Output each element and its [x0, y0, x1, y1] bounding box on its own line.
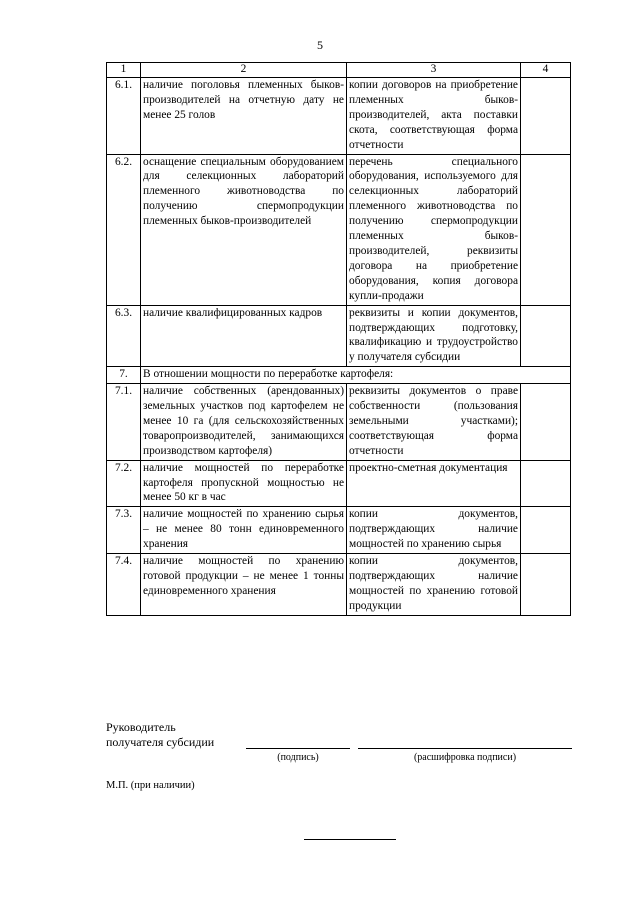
signature-decode-line	[358, 748, 572, 749]
row-documents: реквизиты и копии документов, подтверждающих подготовку, квалификацию и трудоустройство у получателя субсидии	[347, 305, 521, 367]
row-note	[521, 507, 571, 554]
signature-line	[246, 748, 350, 749]
signature-decode-caption: (расшифровка подписи)	[413, 752, 517, 763]
row-documents: копии документов, подтверждающих наличие мощностей по хранению сырья	[347, 507, 521, 554]
table-row	[107, 305, 571, 367]
table-row	[107, 460, 571, 507]
header-cell-2: 2	[141, 63, 347, 78]
row-criterion: наличие мощностей по хранению готовой продукции – не менее 1 тонны единовременного хранения	[141, 554, 347, 616]
row-number: 7.1.	[107, 384, 141, 461]
row-criterion: наличие квалифицированных кадров	[141, 305, 347, 367]
row-criterion: наличие мощностей по переработке картофеля пропускной мощностью не менее 50 кг в час	[141, 460, 347, 507]
row-note	[521, 384, 571, 461]
page-number: 5	[317, 38, 323, 52]
table-header-row	[107, 63, 571, 78]
footer-divider	[304, 839, 396, 840]
row-number: 7.	[107, 367, 141, 384]
row-note	[521, 78, 571, 155]
row-number: 6.3.	[107, 305, 141, 367]
table-row	[107, 554, 571, 616]
row-criterion: наличие мощностей по хранению сырья – не менее 80 тонн единовременного хранения	[141, 507, 347, 554]
signature-title-line1: Руководитель	[106, 720, 176, 734]
row-number: 7.2.	[107, 460, 141, 507]
row-criterion: наличие поголовья племенных быков-производителей на отчетную дату не менее 25 голов	[141, 78, 347, 155]
criteria-table	[106, 62, 571, 616]
signature-caption: (подпись)	[277, 752, 319, 763]
row-criterion: наличие собственных (арендованных) земельных участков под картофелем не менее 10 га (для сельскохозяйственных товаропроизводителей, занимающихся производством картофеля)	[141, 384, 347, 461]
row-number: 6.1.	[107, 78, 141, 155]
row-note	[521, 554, 571, 616]
row-number: 6.2.	[107, 154, 141, 305]
row-documents: копии договоров на приобретение племенных быков-производителей, акта поставки скота, соответствующая форма отчетности	[347, 78, 521, 155]
row-documents: реквизиты документов о праве собственности (пользования земельными участками); соответствующая форма отчетности	[347, 384, 521, 461]
row-note	[521, 154, 571, 305]
row-documents: копии документов, подтверждающих наличие мощностей по хранению готовой продукции	[347, 554, 521, 616]
table-row	[107, 507, 571, 554]
header-cell-1: 1	[107, 63, 141, 78]
header-cell-4: 4	[521, 63, 571, 78]
table-section-row	[107, 367, 571, 384]
row-note	[521, 305, 571, 367]
signature-title-line2: получателя субсидии	[106, 735, 215, 749]
stamp-note: М.П. (при наличии)	[106, 780, 195, 791]
header-cell-3: 3	[347, 63, 521, 78]
row-number: 7.4.	[107, 554, 141, 616]
row-documents: перечень специального оборудования, используемого для селекционных лабораторий племенного животноводства по получению спермопродукции племенных быков-производителей, реквизиты договора на приобретение оборудования, копия договора купли-продажи	[347, 154, 521, 305]
row-note	[521, 460, 571, 507]
table-row	[107, 384, 571, 461]
section-title: В отношении мощности по переработке картофеля:	[141, 367, 571, 384]
row-criterion: оснащение специальным оборудованием для селекционных лабораторий племенного животноводства по получению спермопродукции племенных быков-производителей	[141, 154, 347, 305]
signature-block	[106, 720, 214, 750]
table-row	[107, 78, 571, 155]
row-number: 7.3.	[107, 507, 141, 554]
table-row	[107, 154, 571, 305]
row-documents: проектно-сметная документация	[347, 460, 521, 507]
